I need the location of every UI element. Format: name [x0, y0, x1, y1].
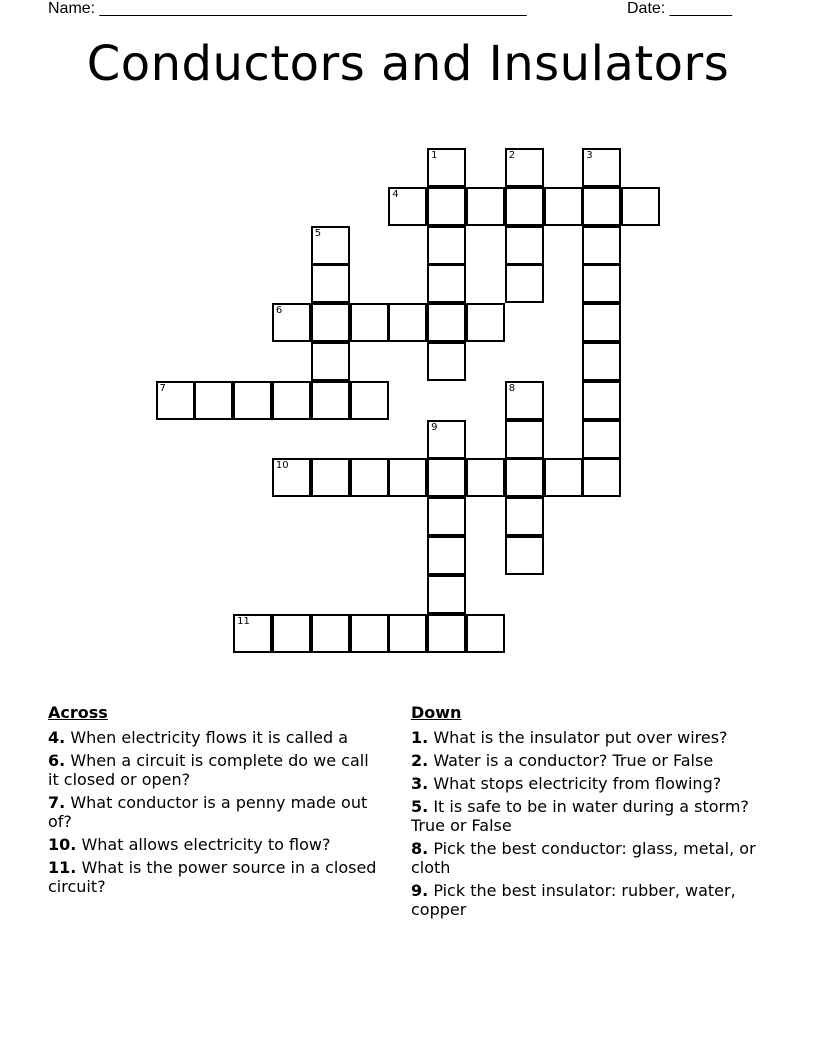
crossword-cell[interactable]: [388, 458, 427, 497]
clue-text: When electricity flows it is called a: [70, 728, 349, 747]
across-clue: [48, 793, 383, 831]
crossword-cell[interactable]: [621, 187, 660, 226]
clue-text: Pick the best insulator: rubber, water, copper: [411, 881, 736, 919]
clue-text: What is the insulator put over wires?: [433, 728, 728, 747]
cell-number: 11: [237, 615, 250, 627]
crossword-cell[interactable]: [505, 497, 544, 536]
crossword-cell[interactable]: [350, 458, 389, 497]
crossword-cell[interactable]: [505, 420, 544, 459]
crossword-cell[interactable]: [427, 458, 466, 497]
down-clue: [411, 881, 756, 919]
crossword-cell[interactable]: [427, 575, 466, 614]
down-clue: [411, 774, 756, 793]
across-clue: [48, 751, 383, 789]
crossword-cell[interactable]: [427, 420, 466, 459]
cell-number: 5: [314, 227, 322, 239]
clue-number: 10.: [48, 835, 77, 854]
crossword-cell[interactable]: [156, 381, 195, 420]
cell-number: 3: [586, 150, 593, 161]
down-clue: [411, 728, 756, 747]
crossword-cell[interactable]: [272, 381, 311, 420]
cell-number: 2: [508, 150, 516, 161]
crossword-cell[interactable]: [505, 264, 544, 303]
clue-number: 1.: [411, 728, 429, 747]
across-clue: [48, 728, 383, 747]
clue-text: It is safe to be in water during a storm? True or False: [411, 797, 749, 835]
crossword-cell[interactable]: [466, 458, 505, 497]
crossword-cell[interactable]: [350, 303, 389, 342]
clue-text: Pick the best conductor: glass, metal, or cloth: [411, 839, 756, 877]
clue-text: Water is a conductor? True or False: [433, 751, 714, 770]
cell-number: 6: [275, 305, 283, 317]
crossword-cell[interactable]: [233, 381, 272, 420]
clue-number: 5.: [411, 797, 429, 816]
crossword-cell[interactable]: [466, 614, 505, 653]
down-heading: Down: [411, 703, 462, 722]
crossword-cell[interactable]: [311, 226, 350, 265]
clue-number: 4.: [48, 728, 66, 747]
clue-number: 2.: [411, 751, 429, 770]
crossword-cell[interactable]: [427, 342, 466, 381]
crossword-cell[interactable]: [311, 614, 350, 653]
crossword-cell[interactable]: [427, 614, 466, 653]
crossword-cell[interactable]: [582, 342, 621, 381]
across-heading: Across: [48, 703, 108, 722]
crossword-cell[interactable]: [582, 148, 621, 187]
crossword-cell[interactable]: [311, 381, 350, 420]
clue-text: When a circuit is complete do we call it closed or open?: [48, 751, 369, 789]
crossword-cell[interactable]: [582, 420, 621, 459]
crossword-cell[interactable]: [233, 614, 272, 653]
down-clues: [411, 703, 756, 923]
down-clue: [411, 751, 756, 770]
crossword-cell[interactable]: [582, 458, 621, 497]
crossword-cell[interactable]: [350, 381, 389, 420]
crossword-cell[interactable]: [311, 264, 350, 303]
crossword-cell[interactable]: [311, 303, 350, 342]
crossword-cell[interactable]: [505, 187, 544, 226]
clue-number: 6.: [48, 751, 66, 770]
crossword-cell[interactable]: [582, 381, 621, 420]
crossword-cell[interactable]: [582, 264, 621, 303]
cell-number: 7: [159, 382, 166, 394]
clue-number: 7.: [48, 793, 66, 812]
page-title: Conductors and Insulators: [86, 36, 730, 92]
crossword-cell[interactable]: [194, 381, 233, 420]
crossword-cell[interactable]: [544, 187, 583, 226]
crossword-cell[interactable]: [427, 264, 466, 303]
crossword-cell[interactable]: [388, 187, 427, 226]
crossword-cell[interactable]: [350, 614, 389, 653]
crossword-cell[interactable]: [505, 381, 544, 420]
crossword-cell[interactable]: [272, 614, 311, 653]
date-field-label: Date: _______: [627, 0, 732, 17]
crossword-cell[interactable]: [544, 458, 583, 497]
clue-text: What stops electricity from flowing?: [433, 774, 722, 793]
crossword-cell[interactable]: [427, 187, 466, 226]
crossword-cell[interactable]: [466, 187, 505, 226]
down-clue: [411, 839, 756, 877]
name-field-label: Name: ________________________________________________: [48, 0, 527, 17]
across-clue: [48, 858, 383, 896]
crossword-cell[interactable]: [388, 614, 427, 653]
crossword-cell[interactable]: [311, 458, 350, 497]
crossword-cell[interactable]: [582, 187, 621, 226]
cell-number: 9: [431, 421, 438, 433]
cell-number: 1: [431, 150, 438, 161]
clue-text: What is the power source in a closed circuit?: [48, 858, 377, 896]
across-clues: [48, 703, 383, 900]
clue-number: 9.: [411, 881, 429, 900]
clue-text: What conductor is a penny made out of?: [48, 793, 368, 831]
cell-number: 4: [392, 188, 399, 200]
clue-number: 3.: [411, 774, 429, 793]
crossword-cell[interactable]: [427, 226, 466, 265]
across-clue: [48, 835, 383, 854]
crossword-cell[interactable]: [505, 226, 544, 265]
crossword-cell[interactable]: [311, 342, 350, 381]
crossword-cell[interactable]: [427, 497, 466, 536]
crossword-cell[interactable]: [427, 536, 466, 575]
cell-number: 8: [508, 382, 516, 394]
crossword-cell[interactable]: [427, 303, 466, 342]
crossword-cell[interactable]: [272, 458, 311, 497]
crossword-cell[interactable]: [505, 458, 544, 497]
crossword-cell[interactable]: [272, 303, 311, 342]
cell-number: 10: [275, 460, 289, 472]
clue-number: 8.: [411, 839, 429, 858]
crossword-cell[interactable]: [466, 303, 505, 342]
down-clue: [411, 797, 756, 835]
crossword-cell[interactable]: [505, 148, 544, 187]
crossword-cell[interactable]: [582, 226, 621, 265]
clue-text: What allows electricity to flow?: [81, 835, 331, 854]
crossword-cell[interactable]: [505, 536, 544, 575]
crossword-cell[interactable]: [427, 148, 466, 187]
crossword-cell[interactable]: [388, 303, 427, 342]
clue-number: 11.: [48, 858, 77, 877]
crossword-cell[interactable]: [582, 303, 621, 342]
